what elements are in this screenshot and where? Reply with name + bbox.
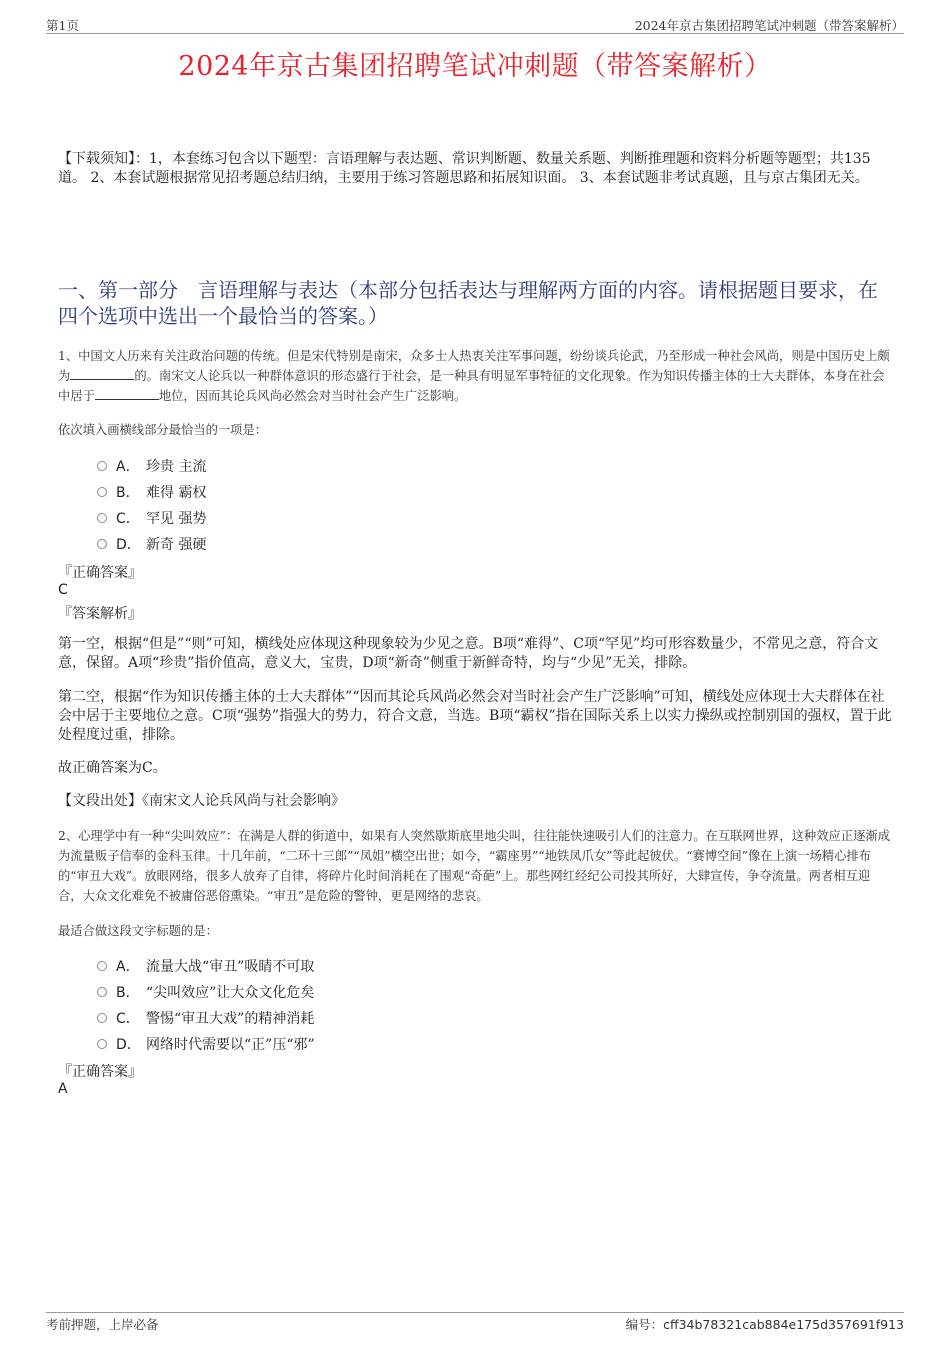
q1-option-c[interactable]: C． 罕见 强势 — [97, 508, 206, 528]
page-title: 2024年京古集团招聘笔试冲刺题（带答案解析） — [178, 51, 772, 82]
q1-text-part-a: 1、中国文人历来有关注政治问题的传统。但是宋代特别是南宋，众多士人热衷关注军事问题，纷纷谈兵论武，乃至形成一种社会风尚，则是中国历史上颇为 — [58, 349, 890, 383]
download-notice: 【下载须知】：1，本套练习包含以下题型：言语理解与表达题、常识判断题、数量关系题、判断推理题和资料分析题等题型；共135道。 2、本套试题根据常见招考题总结归纳，主要用于练习答题思路和拓展知识面。 3、本套试题非考试真题，且与京古集团无关。 — [58, 151, 871, 186]
radio-icon[interactable] — [97, 987, 107, 997]
q1-text-part-c: 地位，因而其论兵风尚必然会对当时社会产生广泛影响。 — [158, 389, 467, 403]
footer-rule — [46, 1312, 904, 1313]
footer-code — [626, 1315, 904, 1333]
q1-analysis-para-3: 故正确答案为C。 — [58, 760, 167, 776]
q2-option-b[interactable]: B． “尖叫效应”让大众文化危矣 — [97, 982, 314, 1002]
q2-answer: A — [58, 1081, 68, 1097]
q1-answer: C — [58, 582, 68, 598]
fill-blank-2 — [95, 387, 159, 400]
q2-option-c[interactable]: C． 警惕“审丑大戏”的精神消耗 — [97, 1008, 314, 1028]
header-rule — [46, 33, 904, 34]
radio-icon[interactable] — [97, 1013, 107, 1023]
q2-answer-label: 『正确答案』 — [58, 1064, 142, 1080]
q1-analysis-label: 『答案解析』 — [58, 606, 142, 622]
q1-source: 【文段出处】《南宋文人论兵风尚与社会影响》 — [58, 793, 345, 809]
radio-icon[interactable] — [97, 487, 107, 497]
q1-analysis-para-1: 第一空，根据“但是”“则”可知，横线处应体现这种现象较为少见之意。B项“难得”、C项“罕见”均可形容数量少，不常见之意，符合文意，保留。A项“珍贵”指价值高，意义大，宝贵，D项“新奇”侧重于新鲜奇特，均与“少见”无关，排除。 — [58, 636, 879, 671]
question-1-text — [58, 346, 894, 406]
q1-option-a[interactable]: A． 珍贵 主流 — [97, 456, 206, 476]
q1-analysis-para-2: 第二空，根据“作为知识传播主体的士大夫群体”“因而其论兵风尚必然会对当时社会产生广泛影响”可知，横线处应体现士大夫群体在社会中居于主要地位之意。C项“强势”指强大的势力，符合文意，当选。B项“霸权”指在国际关系上以实力操纵或控制别国的强权，置于此处程度过重，排除。 — [58, 689, 892, 743]
q1-option-b[interactable]: B． 难得 霸权 — [97, 482, 206, 502]
q2-option-d[interactable]: D． 网络时代需要以“正”压“邪” — [97, 1034, 315, 1054]
radio-icon[interactable] — [97, 1039, 107, 1049]
question-1-prompt: 依次填入画横线部分最恰当的一项是： — [58, 423, 268, 437]
footer-slogan: 考前押题，上岸必备 — [46, 1317, 159, 1332]
footer-code-value: cff34b78321cab884e175d357691f913 — [663, 1317, 904, 1332]
question-2-prompt: 最适合做这段文字标题的是： — [58, 924, 218, 938]
q1-text-part-b: 的。南宋文人论兵以一种群体意识的形态盛行于社会，是一种具有明显军事特征的文化现象。作为知识传播主体的士大夫群体，本身在社会中居于 — [58, 369, 885, 403]
running-header-title: 2024年京古集团招聘笔试冲刺题（带答案解析） — [634, 18, 904, 33]
question-2-text: 2、心理学中有一种“尖叫效应”：在满是人群的街道中，如果有人突然歇斯底里地尖叫，往往能快速吸引人们的注意力。在互联网世界，这种效应正逐渐成为流量贩子信奉的金科玉律。十几年前，“二环十三郎”“凤姐”横空出世；如今，“霸座男”“地铁凤爪女”等此起彼伏。“赛博空间”像在上演一场精心排布的“审丑大戏”。放眼网络，很多人放弃了自律，将碎片化时间消耗在了围观“奇葩”上。那些网红经纪公司投其所好，大肆宣传，争夺流量。两者相互迎合，大众文化难免不被庸俗恶俗熏染。“审丑”是危险的警钟，更是网络的悲哀。 — [58, 829, 890, 903]
radio-icon[interactable] — [97, 539, 107, 549]
q1-option-d[interactable]: D． 新奇 强硬 — [97, 534, 206, 554]
footer-code-label: 编号： — [625, 1317, 664, 1332]
page-number: 第1页 — [46, 18, 79, 33]
q2-option-a[interactable]: A． 流量大战“审丑”吸睛不可取 — [97, 956, 314, 976]
q1-answer-label: 『正确答案』 — [58, 565, 142, 581]
radio-icon[interactable] — [97, 513, 107, 523]
section-heading: 一、第一部分 言语理解与表达（本部分包括表达与理解两方面的内容。请根据题目要求，在四个选项中选出一个最恰当的答案。） — [58, 278, 878, 328]
fill-blank-1 — [70, 367, 134, 380]
radio-icon[interactable] — [97, 961, 107, 971]
radio-icon[interactable] — [97, 461, 107, 471]
